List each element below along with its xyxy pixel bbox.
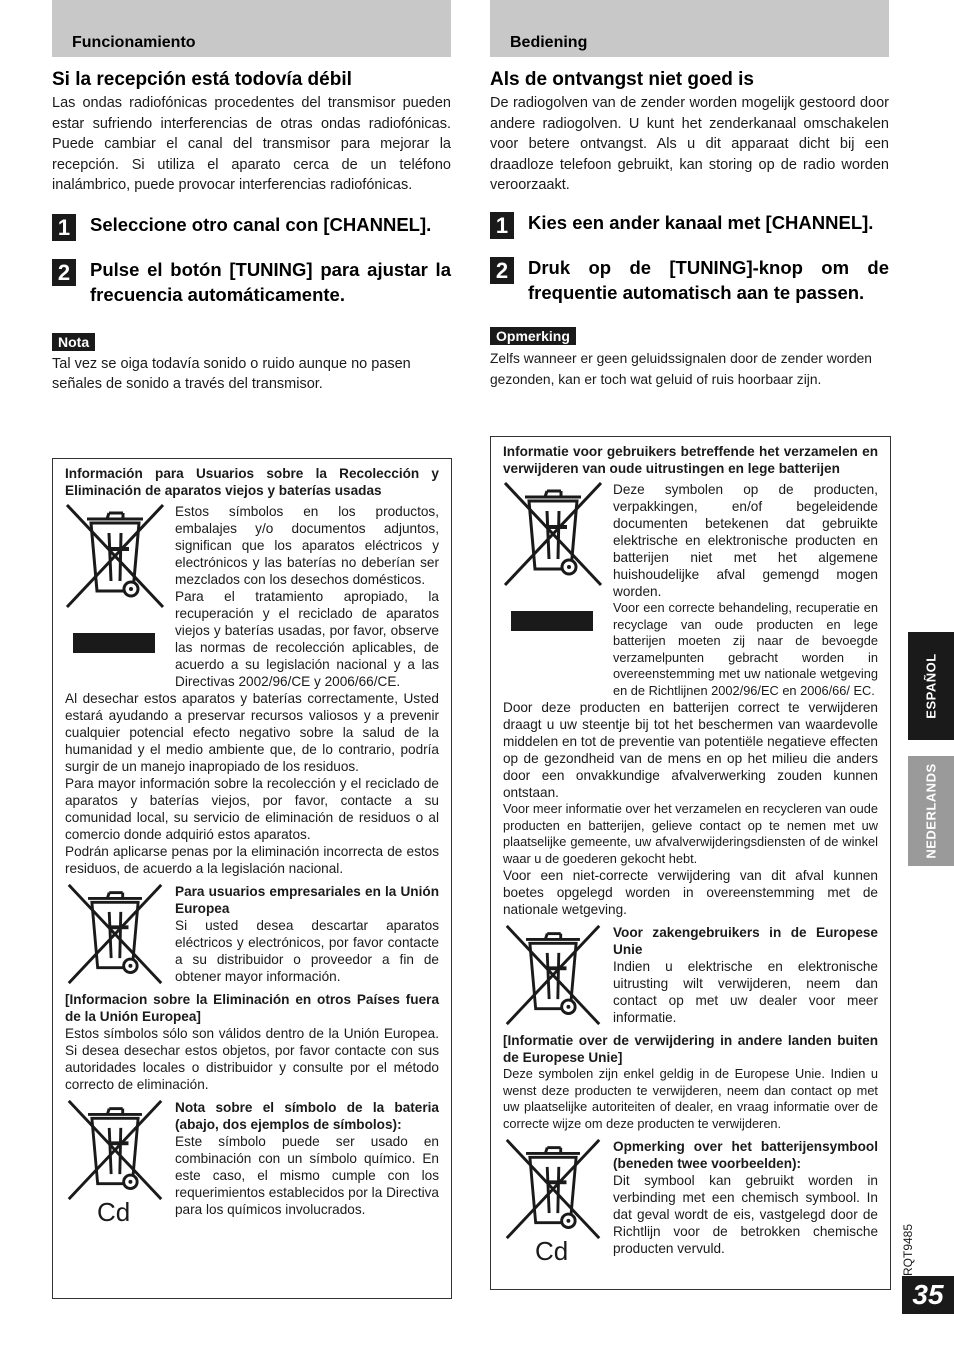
battery-title: Nota sobre el símbolo de la bateria (abajo, dos ejemplos de símbolos):	[175, 1100, 439, 1132]
section-band	[52, 0, 451, 57]
business-text: Indien u elektrische en elektronische uitrusting wilt verwijderen, neem dan contact op met uw dealer voor meer informatie.	[613, 959, 878, 1025]
step-text: Druk op de [TUNING]-knop om de frequentie automatisch aan te passen.	[528, 256, 889, 303]
battery-text: Dit symbool kan gebruikt worden in verbinding met een chemisch symbool. In dat geval wordt de eis, vastgelegd door de Richtlijn voor de betrokken chemische producten vervuld.	[613, 1173, 878, 1256]
crossed-out-wheeled-bin-icon	[65, 1099, 165, 1203]
black-bar-symbol	[511, 611, 593, 631]
crossed-out-wheeled-bin-icon	[65, 503, 165, 611]
symbol-text: Para el tratamiento apropiado, la recuperación y el reciclado de aparatos viejos y baterías usadas, por favor, observe las normas de recolección aplicables, de acuerdo a su legislación nacional y a las Directivas 2002/96/CE y 2006/66/CE.	[175, 589, 439, 689]
business-text: Si usted desea descartar aparatos eléctricos y electrónicos, por favor contacte a su distribuidor o proveedor a fin de obtener mayor información.	[175, 918, 439, 984]
outside-eu-title: [Informacion sobre la Eliminación en otros Países fuera de la Unión Europea]	[65, 992, 439, 1024]
step-text: Seleccione otro canal con [CHANNEL].	[90, 213, 432, 235]
outside-eu-text: Deze symbolen zijn enkel geldig in de Europese Unie. Indien u wenst deze producten te verwijderen, neem dan contact op met uw plaatselijke autoriteiten of dealer, en vraag informatie over de correcte wijze om deze producten te verwijderen.	[503, 1066, 878, 1131]
box-paragraph: Al desechar estos aparatos y baterías correctamente, Usted estará ayudando a preservar recursos valiosos y a prevenir cualquier potencial efecto negativo sobre la salud de la humanidad y el medio ambiente que, de lo contrario, podría surgir de un manejo inapropiado de los residuos.	[65, 691, 439, 774]
dutch-column	[490, 0, 889, 390]
note-label: Nota	[52, 333, 95, 351]
tab-label: ESPAÑOL	[923, 653, 939, 719]
intro-paragraph: De radiogolven van de zender worden mogelijk gestoord door andere radiogolven. U kunt het zenderkanaal omschakelen voor betere ontvangst. Als u dit apparaat dicht bij een draadloze telefoon gebruikt, kan storing op de radio worden veroorzaakt.	[490, 95, 889, 193]
chemical-symbol: Cd	[97, 1197, 131, 1227]
language-tab-espanol	[908, 632, 954, 740]
box-title: Informatie voor gebruikers betreffende het verzamelen en verwijderen van oude uitrustingen en lege batterijen	[503, 444, 878, 476]
note-text: Zelfs wanneer er geen geluidssignalen door de zender worden gezonden, kan er toch wat geluid of ruis hoorbaar zijn.	[490, 350, 872, 387]
section-band	[490, 0, 889, 57]
box-paragraph: Para mayor información sobre la recolección y el reciclado de aparatos y baterías viejos, por favor, contacte a su comunidad local, su servicio de eliminación de residuos o al comercio donde adquirió estos aparatos.	[65, 776, 439, 842]
step-text: Kies een ander kanaal met [CHANNEL].	[528, 211, 874, 233]
box-paragraph: Podrán aplicarse penas por la eliminación incorrecta de estos residuos, de acuerdo a la legislación nacional.	[65, 844, 439, 876]
symbol-block	[65, 503, 439, 690]
crossed-out-wheeled-bin-icon	[503, 481, 603, 589]
spanish-column	[52, 0, 451, 395]
symbol-text: Estos símbolos en los productos, embalajes y/o documentos adjuntos, significan que los aparatos eléctricos y electrónicos y las baterías no deberían ser mezclados con los desechos domésticos.	[175, 504, 439, 587]
heading: Als de ontvangst niet goed is	[490, 69, 754, 90]
business-block	[503, 924, 878, 1028]
step-1	[52, 212, 451, 241]
symbol-text: Deze symbolen op de producten, verpakkingen, en/of begeleidende documenten betekenen dat gebruikte elektrische en elektronische producten en batterijen niet met het algemene huishoudelijke afval gemengd mogen worden.	[613, 482, 878, 599]
heading: Si la recepción está todovía débil	[52, 69, 352, 90]
step-text: Pulse el botón [TUNING] para ajustar la frecuencia automáticamente.	[90, 258, 451, 305]
crossed-out-wheeled-bin-icon	[65, 883, 165, 987]
box-title: Información para Usuarios sobre la Recolección y Eliminación de aparatos viejos y baterías usadas	[65, 466, 439, 498]
step-1	[490, 210, 889, 239]
language-tab-nederlands	[908, 756, 954, 866]
battery-text: Este símbolo puede ser usado en combinación con un símbolo químico. En este caso, el mismo cumple con los requerimientos establecidos por la Directiva para los químicos involucrados.	[175, 1134, 439, 1217]
intro-paragraph: Las ondas radiofónicas procedentes del transmisor pueden estar sufriendo interferencias de otras ondas radiofónicas. Puede cambiar el canal del transmisor para mejorar la recepción. Si utiliza el aparato cerca de un teléfono inalámbrico, puede provocar interferencias radiofónicas.	[52, 95, 451, 193]
page-number: 35	[902, 1276, 954, 1314]
section-title: Bediening	[510, 34, 588, 51]
battery-title: Opmerking over het batterijensymbool (beneden twee voorbeelden):	[613, 1139, 878, 1171]
symbol-text: Voor een correcte behandeling, recuperatie en recyclage van oude producten en lege batterijen moeten zij naar de bevoegde verzamelpunten gebracht worden in overeenstemming met uw nationale wetgeving en de Richtlijnen 2002/96/EC en 2006/66/ EC.	[613, 600, 878, 698]
outside-eu-title: [Informatie over de verwijdering in andere landen buiten de Europese Unie]	[503, 1033, 878, 1065]
box-paragraph: Voor een niet-correcte verwijdering van dit afval kunnen boetes opgelegd worden in overeenstemming met de nationale wetgeving.	[503, 868, 878, 917]
black-bar-symbol	[73, 633, 155, 653]
disposal-info-box	[52, 458, 452, 1299]
business-title: Voor zakengebruikers in de Europese Unie	[613, 925, 878, 957]
step-2	[490, 255, 889, 305]
business-title: Para usuarios empresariales en la Unión Europea	[175, 884, 439, 916]
tab-label: NEDERLANDS	[923, 763, 939, 859]
symbol-block	[503, 481, 878, 699]
step-number: 2	[490, 257, 514, 284]
step-number: 1	[52, 214, 76, 241]
note-text: Tal vez se oiga todavía sonido o ruido aunque no pasen señales de sonido a través del transmisor.	[52, 355, 411, 392]
section-title: Funcionamiento	[72, 34, 196, 51]
chemical-symbol: Cd	[535, 1236, 569, 1266]
step-number: 1	[490, 212, 514, 239]
box-paragraph: Voor meer informatie over het verzamelen en recycleren van oude producten en batterijen, gelieve contact op te nemen met uw plaatselijke gemeente, uw afvalverwijderingsdiensten of de winkel waar u de goederen gekocht hebt.	[503, 801, 878, 866]
step-2	[52, 257, 451, 307]
battery-block	[503, 1138, 878, 1264]
document-code	[898, 1223, 918, 1277]
crossed-out-wheeled-bin-icon	[503, 1138, 603, 1242]
box-paragraph: Door deze producten en batterijen correct te verwijderen draagt u uw steentje bij tot het beschermen van waardevolle middelen en tot de preventie van potentiële negatieve effecten op de gezondheid van de mens en op het milieu die anders door een onvakkundige afvalverwerking zouden kunnen ontstaan.	[503, 700, 878, 800]
note-label: Opmerking	[490, 327, 576, 345]
outside-eu-text: Estos símbolos sólo son válidos dentro de la Unión Europea. Si desea desechar estos objetos, por favor contacte con sus autoridades locales o distribuidor y consulte por el método correcto de eliminación.	[65, 1026, 439, 1092]
crossed-out-wheeled-bin-icon	[503, 924, 603, 1028]
business-block	[65, 883, 439, 987]
disposal-info-box	[490, 436, 891, 1290]
battery-block	[65, 1099, 439, 1225]
step-number: 2	[52, 259, 76, 286]
document-code-text: RQT9485	[901, 1223, 915, 1277]
